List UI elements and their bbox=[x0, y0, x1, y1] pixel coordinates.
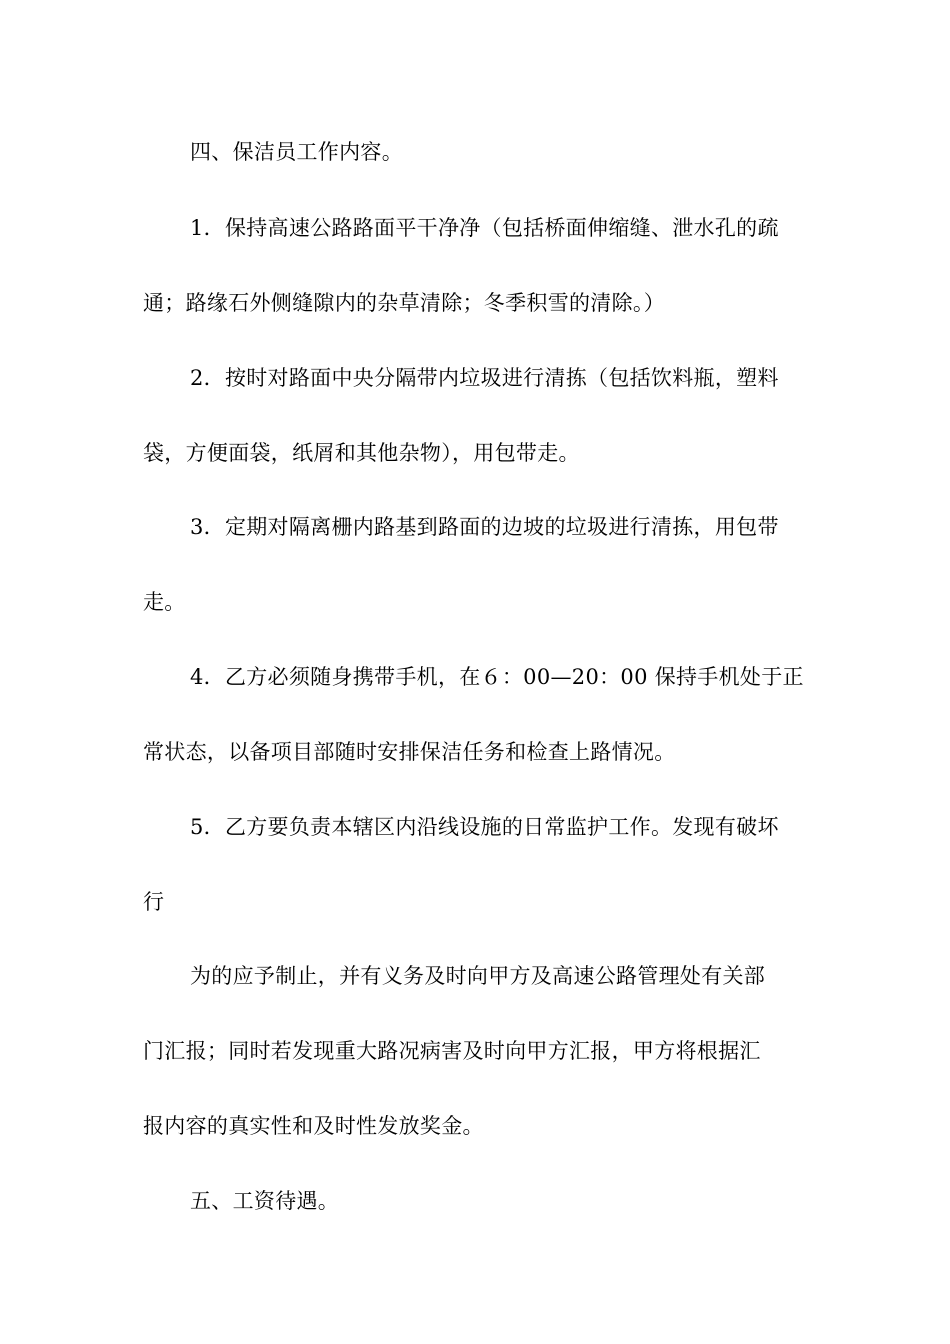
paragraph-line: 2．按时对路面中央分隔带内垃圾进行清拣（包括饮料瓶，塑料 bbox=[190, 366, 779, 390]
section-heading: 五、工资待遇。 bbox=[190, 1189, 340, 1213]
paragraph-line: 3．定期对隔离栅内路基到路面的边坡的垃圾进行清拣，用包带 bbox=[190, 515, 779, 539]
paragraph-line: 1．保持高速公路路面平干净净（包括桥面伸缩缝、泄水孔的疏 bbox=[190, 216, 779, 240]
paragraph-line: 通；路缘石外侧缝隙内的杂草清除；冬季积雪的清除。） bbox=[143, 291, 665, 315]
paragraph-line: 走。 bbox=[143, 590, 186, 614]
paragraph-line: 常状态，以备项目部随时安排保洁任务和检查上路情况。 bbox=[143, 740, 676, 764]
paragraph-line: 门汇报；同时若发现重大路况病害及时向甲方汇报，甲方将根据汇 bbox=[143, 1039, 761, 1063]
paragraph-line: 行 bbox=[143, 890, 165, 914]
paragraph-line: 袋，方便面袋，纸屑和其他杂物），用包带走。 bbox=[143, 441, 580, 465]
paragraph-line: 为的应予制止，并有义务及时向甲方及高速公路管理处有关部 bbox=[190, 964, 766, 988]
paragraph-line: 报内容的真实性和及时性发放奖金。 bbox=[143, 1114, 484, 1138]
section-heading: 四、保洁员工作内容。 bbox=[190, 140, 403, 164]
paragraph-line: 5．乙方要负责本辖区内沿线设施的日常监护工作。发现有破坏 bbox=[190, 815, 779, 839]
paragraph-line: 4．乙方必须随身携带手机，在６：00—20：00 保持手机处于正 bbox=[190, 665, 804, 689]
